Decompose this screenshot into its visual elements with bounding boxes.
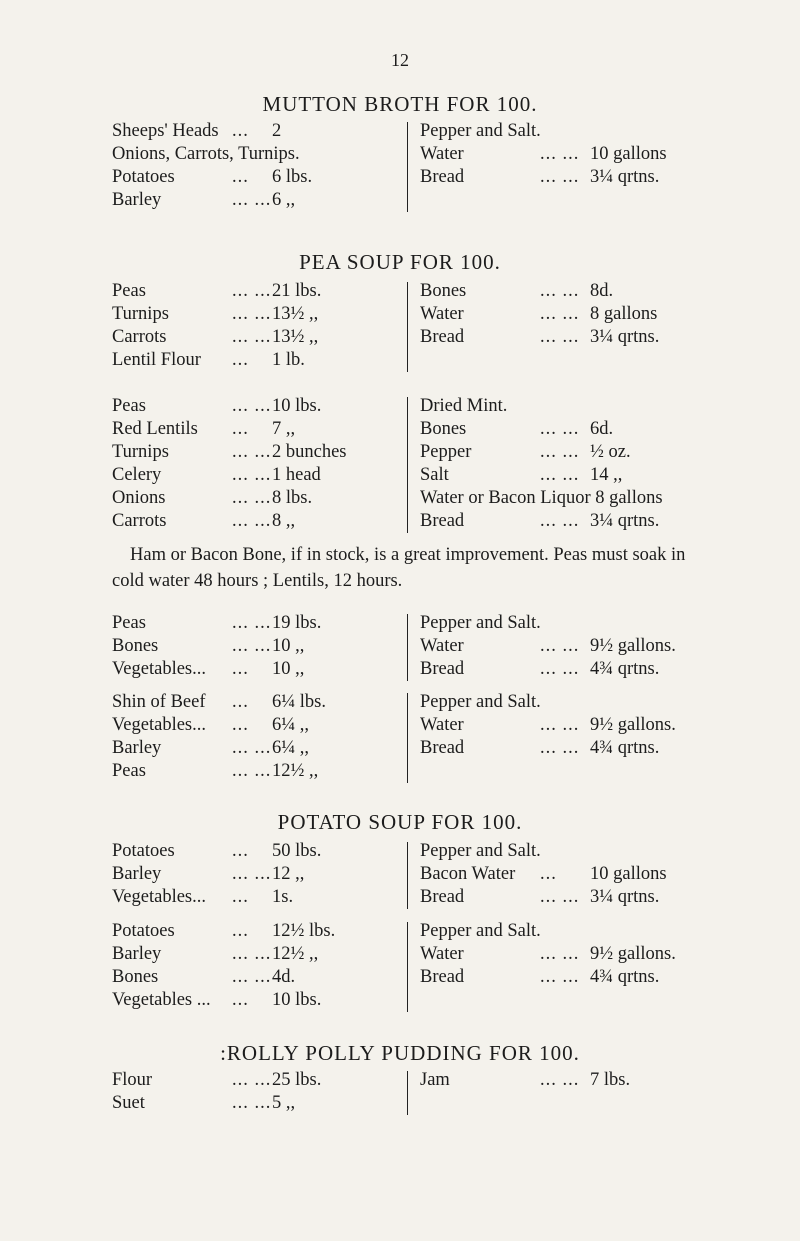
- ingredient-row: [112, 166, 732, 189]
- leader-dots: ...: [232, 350, 249, 370]
- ingredient-quantity: 10 ,,: [272, 659, 305, 679]
- ingredient-row: [112, 691, 732, 714]
- ingredient-quantity: 8 gallons: [590, 304, 658, 324]
- ingredient-name: Water: [420, 636, 464, 656]
- leader-dots: ... ...: [232, 1093, 272, 1113]
- ingredient-quantity: 6¼ ,,: [272, 715, 309, 735]
- ingredient-name: Turnips: [112, 442, 169, 462]
- ingredient-row: [112, 989, 732, 1012]
- recipe-block: [112, 1069, 732, 1115]
- ingredient-name: Bread: [420, 511, 465, 531]
- ingredient-name: Turnips: [112, 304, 169, 324]
- ingredient-name: Suet: [112, 1093, 145, 1113]
- ingredient-name: Vegetables...: [112, 659, 207, 679]
- leader-dots: ... ...: [232, 190, 272, 210]
- leader-dots: ... ...: [540, 1070, 580, 1090]
- ingredient-name: Pepper and Salt.: [420, 921, 541, 941]
- ingredient-name: Barley: [112, 864, 162, 884]
- ingredient-name: Celery: [112, 465, 162, 485]
- ingredient-name: Barley: [112, 190, 162, 210]
- ingredient-row: [112, 487, 732, 510]
- ingredient-name: Water: [420, 715, 464, 735]
- ingredient-quantity: 8d.: [590, 281, 614, 301]
- recipe-block: [112, 840, 732, 909]
- recipe-block: [112, 280, 732, 372]
- ingredient-quantity: 10 lbs.: [272, 396, 322, 416]
- section-heading-mutton-broth: MUTTON BROTH FOR 100.: [262, 92, 538, 116]
- ingredient-name: Potatoes: [112, 167, 175, 187]
- ingredient-quantity: 8 lbs.: [272, 488, 313, 508]
- leader-dots: ...: [540, 864, 557, 884]
- leader-dots: ... ...: [540, 715, 580, 735]
- page-number: 12: [391, 50, 409, 70]
- ingredient-quantity: 4d.: [272, 967, 296, 987]
- ingredient-row: [112, 760, 732, 783]
- ingredient-name: Carrots: [112, 327, 167, 347]
- ingredient-name: Lentil Flour: [112, 350, 201, 370]
- leader-dots: ... ...: [540, 659, 580, 679]
- leader-dots: ... ...: [540, 465, 580, 485]
- ingredient-quantity: 25 lbs.: [272, 1070, 322, 1090]
- ingredient-name: Barley: [112, 738, 162, 758]
- ingredient-row: [112, 418, 732, 441]
- leader-dots: ... ...: [540, 967, 580, 987]
- ingredient-quantity: 3¼ qrtns.: [590, 327, 660, 347]
- ingredient-name: Pepper and Salt.: [420, 841, 541, 861]
- ingredient-name: Bones: [112, 636, 159, 656]
- ingredient-quantity: 8 ,,: [272, 511, 296, 531]
- ingredient-quantity: 7 ,,: [272, 419, 296, 439]
- leader-dots: ... ...: [540, 944, 580, 964]
- leader-dots: ... ...: [232, 967, 272, 987]
- ingredient-quantity: 21 lbs.: [272, 281, 322, 301]
- ingredient-name: Vegetables ...: [112, 990, 211, 1010]
- ingredient-row: [112, 920, 732, 943]
- leader-dots: ...: [232, 990, 249, 1010]
- leader-dots: ... ...: [540, 304, 580, 324]
- ingredient-quantity: 9½ gallons.: [590, 944, 676, 964]
- leader-dots: ... ...: [540, 327, 580, 347]
- ingredient-quantity: 2: [272, 121, 282, 141]
- leader-dots: ...: [232, 419, 249, 439]
- leader-dots: ... ...: [232, 281, 272, 301]
- ingredient-row: [112, 840, 732, 863]
- ingredient-name: Bread: [420, 327, 465, 347]
- recipe-block: [112, 691, 732, 783]
- column-divider: [407, 282, 408, 372]
- ingredient-quantity: 10 gallons: [590, 864, 667, 884]
- leader-dots: ... ...: [232, 465, 272, 485]
- ingredient-name: Shin of Beef: [112, 692, 206, 712]
- leader-dots: ... ...: [540, 442, 580, 462]
- ingredient-row: [112, 280, 732, 303]
- leader-dots: ...: [232, 841, 249, 861]
- section-heading-rolly-polly: :ROLLY POLLY PUDDING FOR 100.: [220, 1041, 580, 1065]
- ingredient-name: Flour: [112, 1070, 153, 1090]
- ingredient-name: Potatoes: [112, 921, 175, 941]
- ingredient-name: Peas: [112, 281, 146, 301]
- ingredient-row: [112, 1092, 732, 1115]
- ingredient-quantity: 3¼ qrtns.: [590, 511, 660, 531]
- leader-dots: ... ...: [232, 738, 272, 758]
- ingredient-row: [112, 635, 732, 658]
- leader-dots: ... ...: [540, 511, 580, 531]
- ingredient-name: Water: [420, 944, 464, 964]
- column-divider: [407, 122, 408, 212]
- ingredient-quantity: 10 ,,: [272, 636, 305, 656]
- ingredient-quantity: 6 ,,: [272, 190, 296, 210]
- ingredient-name: Barley: [112, 944, 162, 964]
- leader-dots: ... ...: [232, 944, 272, 964]
- leader-dots: ...: [232, 921, 249, 941]
- ingredient-row: [112, 441, 732, 464]
- ingredient-name: Bread: [420, 967, 465, 987]
- ingredient-quantity: 50 lbs.: [272, 841, 322, 861]
- ingredient-row: [112, 189, 732, 212]
- ingredient-row: [112, 943, 732, 966]
- ingredient-name: Salt: [420, 465, 449, 485]
- ingredient-row: [112, 886, 732, 909]
- ingredient-quantity: 6¼ ,,: [272, 738, 309, 758]
- ingredient-name: Peas: [112, 396, 146, 416]
- ingredient-quantity: 7 lbs.: [590, 1070, 631, 1090]
- ingredient-quantity: 12 ,,: [272, 864, 305, 884]
- ingredient-quantity: 6¼ lbs.: [272, 692, 326, 712]
- leader-dots: ...: [232, 121, 249, 141]
- ingredient-row: [112, 510, 732, 533]
- leader-dots: ... ...: [540, 738, 580, 758]
- ingredient-quantity: 9½ gallons.: [590, 715, 676, 735]
- ingredient-name: Water: [420, 304, 464, 324]
- ingredient-row: [112, 143, 732, 166]
- ingredient-row: [112, 737, 732, 760]
- recipe-note: Ham or Bacon Bone, if in stock, is a great improvement. Peas must soak in cold water 48 hours ; Lentils, 12 hours.: [112, 545, 686, 591]
- column-divider: [407, 842, 408, 909]
- ingredient-quantity: 3¼ qrtns.: [590, 887, 660, 907]
- ingredient-name: Peas: [112, 613, 146, 633]
- ingredient-name: Bread: [420, 738, 465, 758]
- ingredient-quantity: 10 gallons: [590, 144, 667, 164]
- ingredient-name: Jam: [420, 1070, 450, 1090]
- leader-dots: ... ...: [540, 636, 580, 656]
- ingredient-quantity: 12½ ,,: [272, 944, 319, 964]
- section-heading-pea-soup: PEA SOUP FOR 100.: [299, 250, 501, 274]
- ingredient-quantity: 13½ ,,: [272, 304, 319, 324]
- ingredient-row: [112, 863, 732, 886]
- ingredient-name: Pepper and Salt.: [420, 121, 541, 141]
- ingredient-quantity: 4¾ qrtns.: [590, 967, 660, 987]
- ingredient-row: [112, 349, 732, 372]
- leader-dots: ... ...: [232, 442, 272, 462]
- ingredient-quantity: ½ oz.: [590, 442, 631, 462]
- leader-dots: ... ...: [232, 1070, 272, 1090]
- ingredient-name: Carrots: [112, 511, 167, 531]
- ingredient-quantity: 1 lb.: [272, 350, 305, 370]
- ingredient-name: Bones: [420, 419, 467, 439]
- ingredient-name: Sheeps' Heads: [112, 121, 219, 141]
- ingredient-quantity: 12½ lbs.: [272, 921, 336, 941]
- leader-dots: ... ...: [540, 167, 580, 187]
- ingredient-name: Dried Mint.: [420, 396, 508, 416]
- ingredient-name: Pepper and Salt.: [420, 692, 541, 712]
- leader-dots: ... ...: [540, 144, 580, 164]
- leader-dots: ... ...: [540, 887, 580, 907]
- leader-dots: ... ...: [232, 304, 272, 324]
- ingredient-quantity: 19 lbs.: [272, 613, 322, 633]
- ingredient-quantity: 5 ,,: [272, 1093, 296, 1113]
- leader-dots: ... ...: [232, 488, 272, 508]
- ingredient-row: [112, 612, 732, 635]
- recipe-block: [112, 612, 732, 681]
- ingredient-quantity: 4¾ qrtns.: [590, 659, 660, 679]
- ingredient-name: Onions, Carrots, Turnips.: [112, 144, 300, 164]
- ingredient-name: Water: [420, 144, 464, 164]
- ingredient-quantity: 4¾ qrtns.: [590, 738, 660, 758]
- ingredient-quantity: 3¼ qrtns.: [590, 167, 660, 187]
- ingredient-row: [112, 966, 732, 989]
- leader-dots: ... ...: [232, 613, 272, 633]
- ingredient-name: Bones: [420, 281, 467, 301]
- ingredient-row: [112, 395, 732, 418]
- leader-dots: ...: [232, 167, 249, 187]
- leader-dots: ... ...: [232, 761, 272, 781]
- recipe-block: [112, 120, 732, 212]
- recipe-block: [112, 395, 732, 533]
- ingredient-quantity: 1s.: [272, 887, 294, 907]
- ingredient-row: [112, 714, 732, 737]
- ingredient-quantity: 1 head: [272, 465, 321, 485]
- column-divider: [407, 1071, 408, 1115]
- ingredient-name: Bacon Water: [420, 864, 516, 884]
- ingredient-row: [112, 326, 732, 349]
- column-divider: [407, 397, 408, 533]
- leader-dots: ...: [232, 715, 249, 735]
- ingredient-row: [112, 1069, 732, 1092]
- ingredient-row: [112, 658, 732, 681]
- leader-dots: ... ...: [232, 511, 272, 531]
- ingredient-quantity: 6 lbs.: [272, 167, 313, 187]
- ingredient-name: Red Lentils: [112, 419, 198, 439]
- column-divider: [407, 922, 408, 1012]
- ingredient-name: Pepper and Salt.: [420, 613, 541, 633]
- ingredient-quantity: 14 ,,: [590, 465, 623, 485]
- leader-dots: ... ...: [232, 864, 272, 884]
- leader-dots: ...: [232, 692, 249, 712]
- leader-dots: ... ...: [232, 327, 272, 347]
- leader-dots: ...: [232, 887, 249, 907]
- ingredient-quantity: 9½ gallons.: [590, 636, 676, 656]
- column-divider: [407, 693, 408, 783]
- section-heading-potato-soup: POTATO SOUP FOR 100.: [277, 810, 523, 834]
- ingredient-name: Potatoes: [112, 841, 175, 861]
- leader-dots: ... ...: [540, 281, 580, 301]
- leader-dots: ...: [232, 659, 249, 679]
- ingredient-name: Pepper: [420, 442, 472, 462]
- ingredient-name: Vegetables...: [112, 887, 207, 907]
- ingredient-name: Peas: [112, 761, 146, 781]
- ingredient-name: Bread: [420, 887, 465, 907]
- ingredient-quantity: 2 bunches: [272, 442, 347, 462]
- leader-dots: ... ...: [232, 396, 272, 416]
- ingredient-quantity: 12½ ,,: [272, 761, 319, 781]
- ingredient-name: Bread: [420, 659, 465, 679]
- ingredient-quantity: 13½ ,,: [272, 327, 319, 347]
- column-divider: [407, 614, 408, 681]
- ingredient-quantity: 10 lbs.: [272, 990, 322, 1010]
- ingredient-name: Bones: [112, 967, 159, 987]
- ingredient-row: [112, 464, 732, 487]
- leader-dots: ... ...: [540, 419, 580, 439]
- leader-dots: ... ...: [232, 636, 272, 656]
- ingredient-name: Onions: [112, 488, 166, 508]
- ingredient-name: Vegetables...: [112, 715, 207, 735]
- ingredient-row: [112, 303, 732, 326]
- ingredient-name: Bread: [420, 167, 465, 187]
- ingredient-quantity: 6d.: [590, 419, 614, 439]
- recipe-block: [112, 920, 732, 1012]
- ingredient-name: Water or Bacon Liquor 8 gallons: [420, 488, 663, 508]
- ingredient-row: [112, 120, 732, 143]
